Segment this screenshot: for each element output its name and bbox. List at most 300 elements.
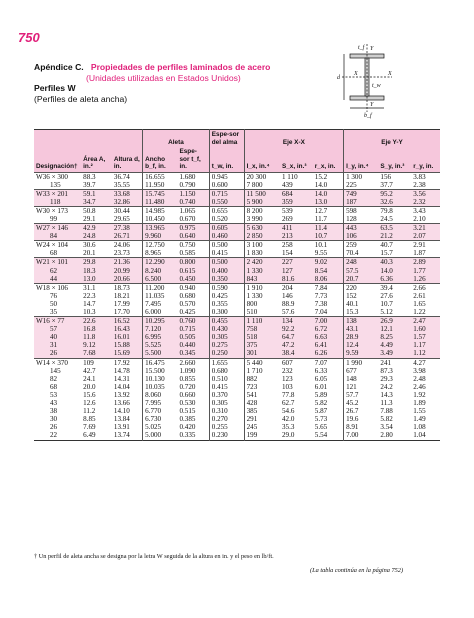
table-cell: 1.77 [411, 267, 440, 275]
table-cell: 82 [50, 374, 58, 383]
table-cell: 3.83 [411, 172, 440, 181]
table-cell: 0.640 [177, 232, 209, 241]
table-cell: 24.5 [380, 214, 393, 223]
d-label: d [337, 75, 340, 81]
table-cell: 3.54 [380, 423, 393, 432]
col-ry: r_y, in. [411, 147, 440, 172]
table-cell: 1.17 [411, 341, 440, 349]
table-cell: 12.290 [143, 258, 178, 267]
table-cell: 0.500 [209, 241, 244, 250]
table-cell: 220 [344, 283, 379, 292]
table-cell: 18.3 [81, 267, 112, 275]
table-cell: 6.995 [143, 333, 178, 341]
table-cell: 0.720 [177, 383, 209, 391]
table-cell: 12.750 [143, 241, 178, 250]
table-cell: 2.66 [411, 283, 440, 292]
table-cell: 6.500 [143, 275, 178, 284]
table-cell: 199 [246, 431, 258, 440]
wide-flange-table [34, 129, 440, 441]
table-cell: 0.670 [177, 215, 209, 224]
table-cell: W33 × 201 [34, 189, 81, 198]
table-cell: 0.455 [209, 317, 244, 326]
table-row [34, 292, 440, 300]
table-cell: 24.8 [81, 232, 112, 241]
col-designacion: Designación† [34, 130, 81, 173]
table-row [34, 249, 440, 258]
table-cell: 57.7 [346, 390, 359, 399]
col-tw: t_w, in. [209, 147, 244, 172]
table-cell: 5.54 [313, 431, 344, 440]
table-cell: 2.80 [380, 431, 393, 440]
table-cell: 10.3 [83, 308, 96, 316]
table-cell: 17.70 [112, 308, 143, 317]
table-cell: 13.0 [313, 198, 344, 207]
section-title: Perfiles W [34, 83, 76, 93]
table-cell: 6.33 [313, 367, 344, 375]
table-cell: 11.7 [313, 215, 344, 224]
table-cell: 12.7 [313, 206, 344, 215]
table-cell: 1.04 [413, 431, 426, 440]
table-cell: 20.99 [112, 267, 143, 275]
table-row [34, 383, 440, 391]
table-cell: 0.530 [177, 399, 209, 407]
table-cell: 50.8 [81, 206, 112, 215]
table-cell: 152 [346, 291, 357, 300]
table-cell: 17.92 [112, 358, 143, 367]
table-cell: 723 [246, 382, 258, 391]
table-cell: 4.49 [378, 341, 411, 349]
table-cell: W21 × 101 [34, 258, 81, 267]
table-cell: 1 830 [246, 249, 263, 258]
group-eje-yy: Eje Y-Y [344, 130, 440, 148]
table-cell: 6.01 [313, 383, 344, 391]
table-cell: 11.8 [81, 333, 112, 341]
table-cell: 20 300 [244, 172, 280, 181]
table-cell: 32.6 [378, 198, 411, 207]
table-cell: 23.73 [112, 249, 143, 258]
table-cell: 7.88 [380, 407, 393, 416]
group-espesor-alma: Espe-sor del alma [209, 130, 244, 148]
col-ix: I_x, in.⁴ [244, 147, 280, 172]
appendix-label: Apéndice C. [34, 62, 84, 72]
table-cell: 70.4 [346, 249, 359, 258]
table-cell: 21.2 [378, 232, 411, 241]
table-cell: 106 [344, 232, 379, 241]
col-rx: r_x, in. [313, 147, 344, 172]
table-cell: 10.035 [145, 382, 165, 391]
table-cell: 20.66 [112, 275, 143, 284]
table-cell: 6.41 [313, 341, 344, 349]
table-cell: 677 [346, 366, 357, 375]
table-cell: 11.035 [145, 291, 165, 300]
table-cell: 843 [244, 275, 280, 284]
table-cell: 1.60 [411, 325, 440, 333]
table-cell: 8.240 [143, 267, 178, 275]
table-cell: 187 [344, 198, 379, 207]
table-cell: 6.770 [145, 407, 162, 416]
table-cell: 13.74 [112, 431, 143, 440]
table-cell: 7.07 [313, 358, 344, 367]
table-cell: W36 × 300 [34, 172, 81, 181]
table-cell: 443 [344, 224, 379, 233]
table-cell: 11.480 [143, 198, 178, 207]
table-cell: 138 [344, 317, 379, 326]
table-cell: 385 [246, 407, 258, 416]
table-cell: 19.6 [346, 415, 359, 424]
table-cell: 0.590 [209, 283, 244, 292]
table-cell: 53 [50, 390, 58, 399]
table-cell: 27.6 [380, 291, 393, 300]
table-cell: 258 [280, 241, 313, 250]
table-cell: 92.2 [280, 325, 313, 333]
table-cell: 79.8 [378, 206, 411, 215]
table-cell: 68 [50, 382, 58, 391]
table-cell: 29.65 [112, 215, 143, 224]
table-cell: 12.4 [344, 341, 379, 349]
table-cell: 10.295 [143, 317, 178, 326]
table-cell: 15.3 [346, 308, 359, 316]
table-cell: 3 990 [246, 214, 263, 223]
table-cell: 245 [246, 423, 258, 432]
table-cell: 12.1 [378, 325, 411, 333]
table-cell: 0.415 [209, 249, 244, 258]
table-cell: 20.0 [83, 382, 96, 391]
table-cell: 14.0 [313, 181, 344, 190]
table-row [34, 341, 440, 349]
table-cell: 154 [281, 249, 293, 258]
table-row [34, 258, 440, 267]
table-cell: 8.91 [346, 423, 359, 432]
table-cell: 5.525 [143, 341, 178, 349]
table-cell: 0.420 [177, 423, 209, 431]
table-cell: 8 200 [244, 206, 280, 215]
table-cell: 18.21 [112, 292, 143, 300]
table-cell: 16.475 [143, 358, 178, 367]
table-cell: 541 [246, 390, 258, 399]
table-cell: 0.800 [177, 258, 209, 267]
table-cell: 27.38 [112, 224, 143, 233]
table-cell: 42.7 [83, 366, 96, 375]
table-cell: 16.43 [112, 325, 143, 333]
table-cell: 14.7 [83, 299, 96, 308]
table-cell: 0.605 [209, 224, 244, 233]
table-cell: 145 [50, 366, 61, 375]
table-cell: 5 630 [244, 224, 280, 233]
table-cell: 14.04 [112, 383, 143, 391]
table-cell: 1.87 [413, 249, 426, 258]
table-cell: 128 [346, 214, 357, 223]
table-cell: 0.270 [209, 415, 244, 423]
table-cell: 16.52 [112, 317, 143, 326]
table-cell: 95.2 [378, 189, 411, 198]
table-cell: 1.55 [413, 407, 426, 416]
table-cell: 539 [280, 206, 313, 215]
table-cell: 57.5 [344, 267, 379, 275]
footnote: † Un perfil de aleta ancha se designa por la letra W seguida de la altura en in. y el peso en lb/ft. [34, 553, 274, 560]
table-cell: 15.88 [112, 341, 143, 349]
table-cell: 1.12 [411, 349, 440, 358]
table-cell: 0.750 [177, 241, 209, 250]
table-cell: 14.0 [313, 189, 344, 198]
table-cell: 26.7 [346, 407, 359, 416]
table-cell: 3.21 [411, 224, 440, 233]
table-cell: 14.985 [143, 206, 178, 215]
table-cell: 8.25 [378, 333, 411, 341]
table-cell: 64.7 [280, 333, 313, 341]
table-cell: 510 [246, 308, 258, 316]
table-cell: 22 [50, 431, 58, 440]
table-cell: 0.305 [209, 399, 244, 407]
table-cell: 1.680 [177, 172, 209, 181]
table-row [34, 423, 440, 431]
table-row [34, 300, 440, 308]
table-cell: 6.000 [145, 308, 162, 316]
section-header [34, 62, 270, 104]
table-cell: 9.55 [313, 249, 344, 258]
table-cell: 518 [244, 333, 280, 341]
table-cell: 428 [246, 399, 258, 408]
table-cell: 5 440 [244, 358, 280, 367]
table-row [34, 431, 440, 440]
appendix-subtitle: (Unidades utilizadas en Estados Unidos) [86, 72, 241, 83]
table-cell: 15.6 [83, 390, 96, 399]
table-cell: 758 [244, 325, 280, 333]
table-cell: 62 [34, 267, 81, 275]
table-cell: 38.4 [280, 349, 313, 358]
table-cell: 1.090 [177, 367, 209, 375]
table-cell: 50 [50, 299, 58, 308]
table-cell: 0.450 [177, 275, 209, 284]
table-cell: 148 [346, 374, 357, 383]
table-cell: 13.0 [81, 275, 112, 284]
table-cell: 1.49 [413, 415, 426, 424]
table-cell: 45.2 [346, 399, 359, 408]
table-cell: 6.730 [145, 415, 162, 424]
y-axis-bottom-label: Y [370, 102, 374, 108]
table-cell: 882 [246, 374, 258, 383]
table-cell: 1.150 [177, 189, 209, 198]
table-cell: 2.89 [411, 258, 440, 267]
table-cell: 57 [34, 325, 81, 333]
table-cell: 0.945 [209, 172, 244, 181]
table-cell: 5.000 [145, 431, 162, 440]
table-cell: 38 [50, 407, 58, 416]
table-row [34, 215, 440, 224]
table-cell: 0.570 [177, 300, 209, 308]
table-cell: 15.69 [112, 349, 143, 358]
table-cell: 29.1 [83, 214, 96, 223]
table-cell: 0.715 [177, 325, 209, 333]
table-cell: 0.855 [177, 375, 209, 383]
table-cell: 225 [346, 180, 357, 189]
table-cell: 0.585 [177, 249, 209, 258]
table-cell: 0.790 [177, 181, 209, 190]
table-cell: 10.7 [313, 232, 344, 241]
table-cell: 88.9 [281, 299, 295, 308]
table-cell: 16.01 [112, 333, 143, 341]
table-cell: 227 [280, 258, 313, 267]
table-cell: 0.740 [177, 198, 209, 207]
table-cell: 0.615 [177, 267, 209, 275]
table-cell: 5.12 [380, 308, 393, 316]
table-cell: 39.7 [83, 180, 96, 189]
table-cell: 0.250 [209, 349, 244, 358]
table-cell: 0.940 [177, 283, 209, 292]
table-cell: 11.950 [145, 180, 165, 189]
table-cell: 1 330 [244, 267, 280, 275]
y-axis-top-label: Y [370, 46, 374, 52]
table-cell: 0.510 [209, 375, 244, 383]
table-cell: 9.59 [344, 349, 379, 358]
table-row [34, 241, 440, 250]
table-cell: 6.26 [313, 349, 344, 358]
table-cell: 15.7 [380, 249, 393, 258]
table-cell: 0.305 [209, 333, 244, 341]
table-cell: 103 [281, 382, 293, 391]
table-cell: 30.44 [112, 206, 143, 215]
table-cell: 29.0 [281, 431, 295, 440]
table-cell: 2 850 [244, 232, 280, 241]
table-cell: 3.56 [411, 189, 440, 198]
table-cell: 411 [280, 224, 313, 233]
table-cell: 1 910 [244, 283, 280, 292]
table-cell: W24 × 104 [34, 241, 81, 250]
table-cell: 7.84 [313, 283, 344, 292]
table-row [34, 172, 440, 181]
table-cell: 16.8 [81, 325, 112, 333]
table-cell: 0.440 [177, 341, 209, 349]
table-cell: 0.500 [209, 258, 244, 267]
table-cell: 10.1 [313, 241, 344, 250]
table-cell: 1.655 [209, 358, 244, 367]
tw-label: t_w [372, 83, 381, 89]
table-cell: 259 [344, 241, 379, 250]
table-row [34, 375, 440, 383]
table-cell: W30 × 173 [34, 206, 81, 215]
table-cell: 0.385 [177, 415, 209, 423]
table-cell: 800 [246, 299, 258, 308]
table-cell: 5.025 [145, 423, 162, 432]
table-cell: 13.84 [112, 415, 143, 423]
table-cell: 10.450 [145, 214, 165, 223]
table-cell: 0.310 [209, 407, 244, 415]
table-row [34, 206, 440, 215]
table-row [34, 283, 440, 292]
table-cell: 34.7 [81, 198, 112, 207]
table-cell: 6.36 [378, 275, 411, 284]
table-cell: 2.32 [411, 198, 440, 207]
table-cell: 40 [34, 333, 81, 341]
table-cell: 2.07 [411, 232, 440, 241]
table-cell: 62.7 [281, 399, 295, 408]
table-cell: 5.89 [313, 391, 344, 399]
table-cell: 35.3 [281, 423, 295, 432]
table-cell: 1.08 [413, 423, 426, 432]
table-cell: 121 [346, 382, 357, 391]
table-cell: 1.065 [177, 206, 209, 215]
table-cell: 0.520 [209, 215, 244, 224]
table-row [34, 349, 440, 358]
table-cell: W18 × 106 [34, 283, 81, 292]
table-row [34, 198, 440, 207]
table-cell: 0.760 [177, 317, 209, 326]
table-cell: 26.71 [112, 232, 143, 241]
table-cell: 76 [50, 291, 58, 300]
table-cell: 7.00 [346, 431, 359, 440]
table-cell: 9.960 [143, 232, 178, 241]
table-cell: 607 [280, 358, 313, 367]
table-cell: 0.505 [177, 333, 209, 341]
table-cell: 0.680 [209, 367, 244, 375]
table-cell: 127 [280, 267, 313, 275]
table-cell: 0.425 [209, 292, 244, 300]
table-cell: 12.6 [83, 399, 96, 408]
table-row [34, 189, 440, 198]
table-cell: 14.31 [112, 375, 143, 383]
table-cell: 22.6 [81, 317, 112, 326]
table-cell: 8.060 [145, 390, 162, 399]
table-cell: 29.3 [380, 374, 393, 383]
table-cell: 84 [34, 232, 81, 241]
table-cell: 3.98 [413, 366, 426, 375]
table-cell: 0.975 [177, 224, 209, 233]
table-cell: 1 110 [244, 317, 280, 326]
table-cell: 6.05 [313, 375, 344, 383]
table-cell: 13.66 [112, 399, 143, 407]
table-cell: 18.73 [112, 283, 143, 292]
table-cell: 28.9 [344, 333, 379, 341]
table-row [34, 308, 440, 317]
table-cell: 2.48 [413, 374, 426, 383]
table-cell: 8.965 [145, 249, 162, 258]
table-cell: 26.9 [378, 317, 411, 326]
table-cell: 9.12 [81, 341, 112, 349]
table-row [34, 399, 440, 407]
table-cell: 15.745 [143, 189, 178, 198]
table-cell: 0.550 [209, 198, 244, 207]
table-cell: 1.65 [413, 299, 426, 308]
table-cell: 5.73 [313, 415, 344, 423]
table-cell: 3 100 [244, 241, 280, 250]
continuation-note: (La tabla continúa en la página 752) [310, 567, 404, 574]
table-cell: 11 500 [244, 189, 280, 198]
table-cell: 26 [34, 349, 81, 358]
table-cell: 2.38 [413, 180, 426, 189]
table-cell: 269 [281, 214, 293, 223]
table-cell: 57.6 [281, 308, 295, 316]
table-cell: 2.10 [413, 214, 426, 223]
table-cell: 14.78 [112, 367, 143, 375]
table-cell: 8.85 [83, 415, 96, 424]
table-row [34, 407, 440, 415]
table-row [34, 317, 440, 326]
table-cell: 2.47 [411, 317, 440, 326]
table-cell: 11.2 [83, 407, 96, 416]
table-cell: 14.0 [378, 267, 411, 275]
table-row [34, 415, 440, 423]
table-cell: 99 [50, 214, 58, 223]
table-cell: 6.63 [313, 333, 344, 341]
table-cell: 13.965 [143, 224, 178, 233]
table-cell: 40.7 [378, 241, 411, 250]
table-cell: 7.68 [81, 349, 112, 358]
table-cell: 684 [280, 189, 313, 198]
table-cell: 16.655 [143, 172, 178, 181]
table-cell: 88.3 [81, 172, 112, 181]
table-cell: 0.255 [209, 423, 244, 431]
table-cell: 5.65 [313, 423, 344, 431]
table-cell: 2.91 [411, 241, 440, 250]
